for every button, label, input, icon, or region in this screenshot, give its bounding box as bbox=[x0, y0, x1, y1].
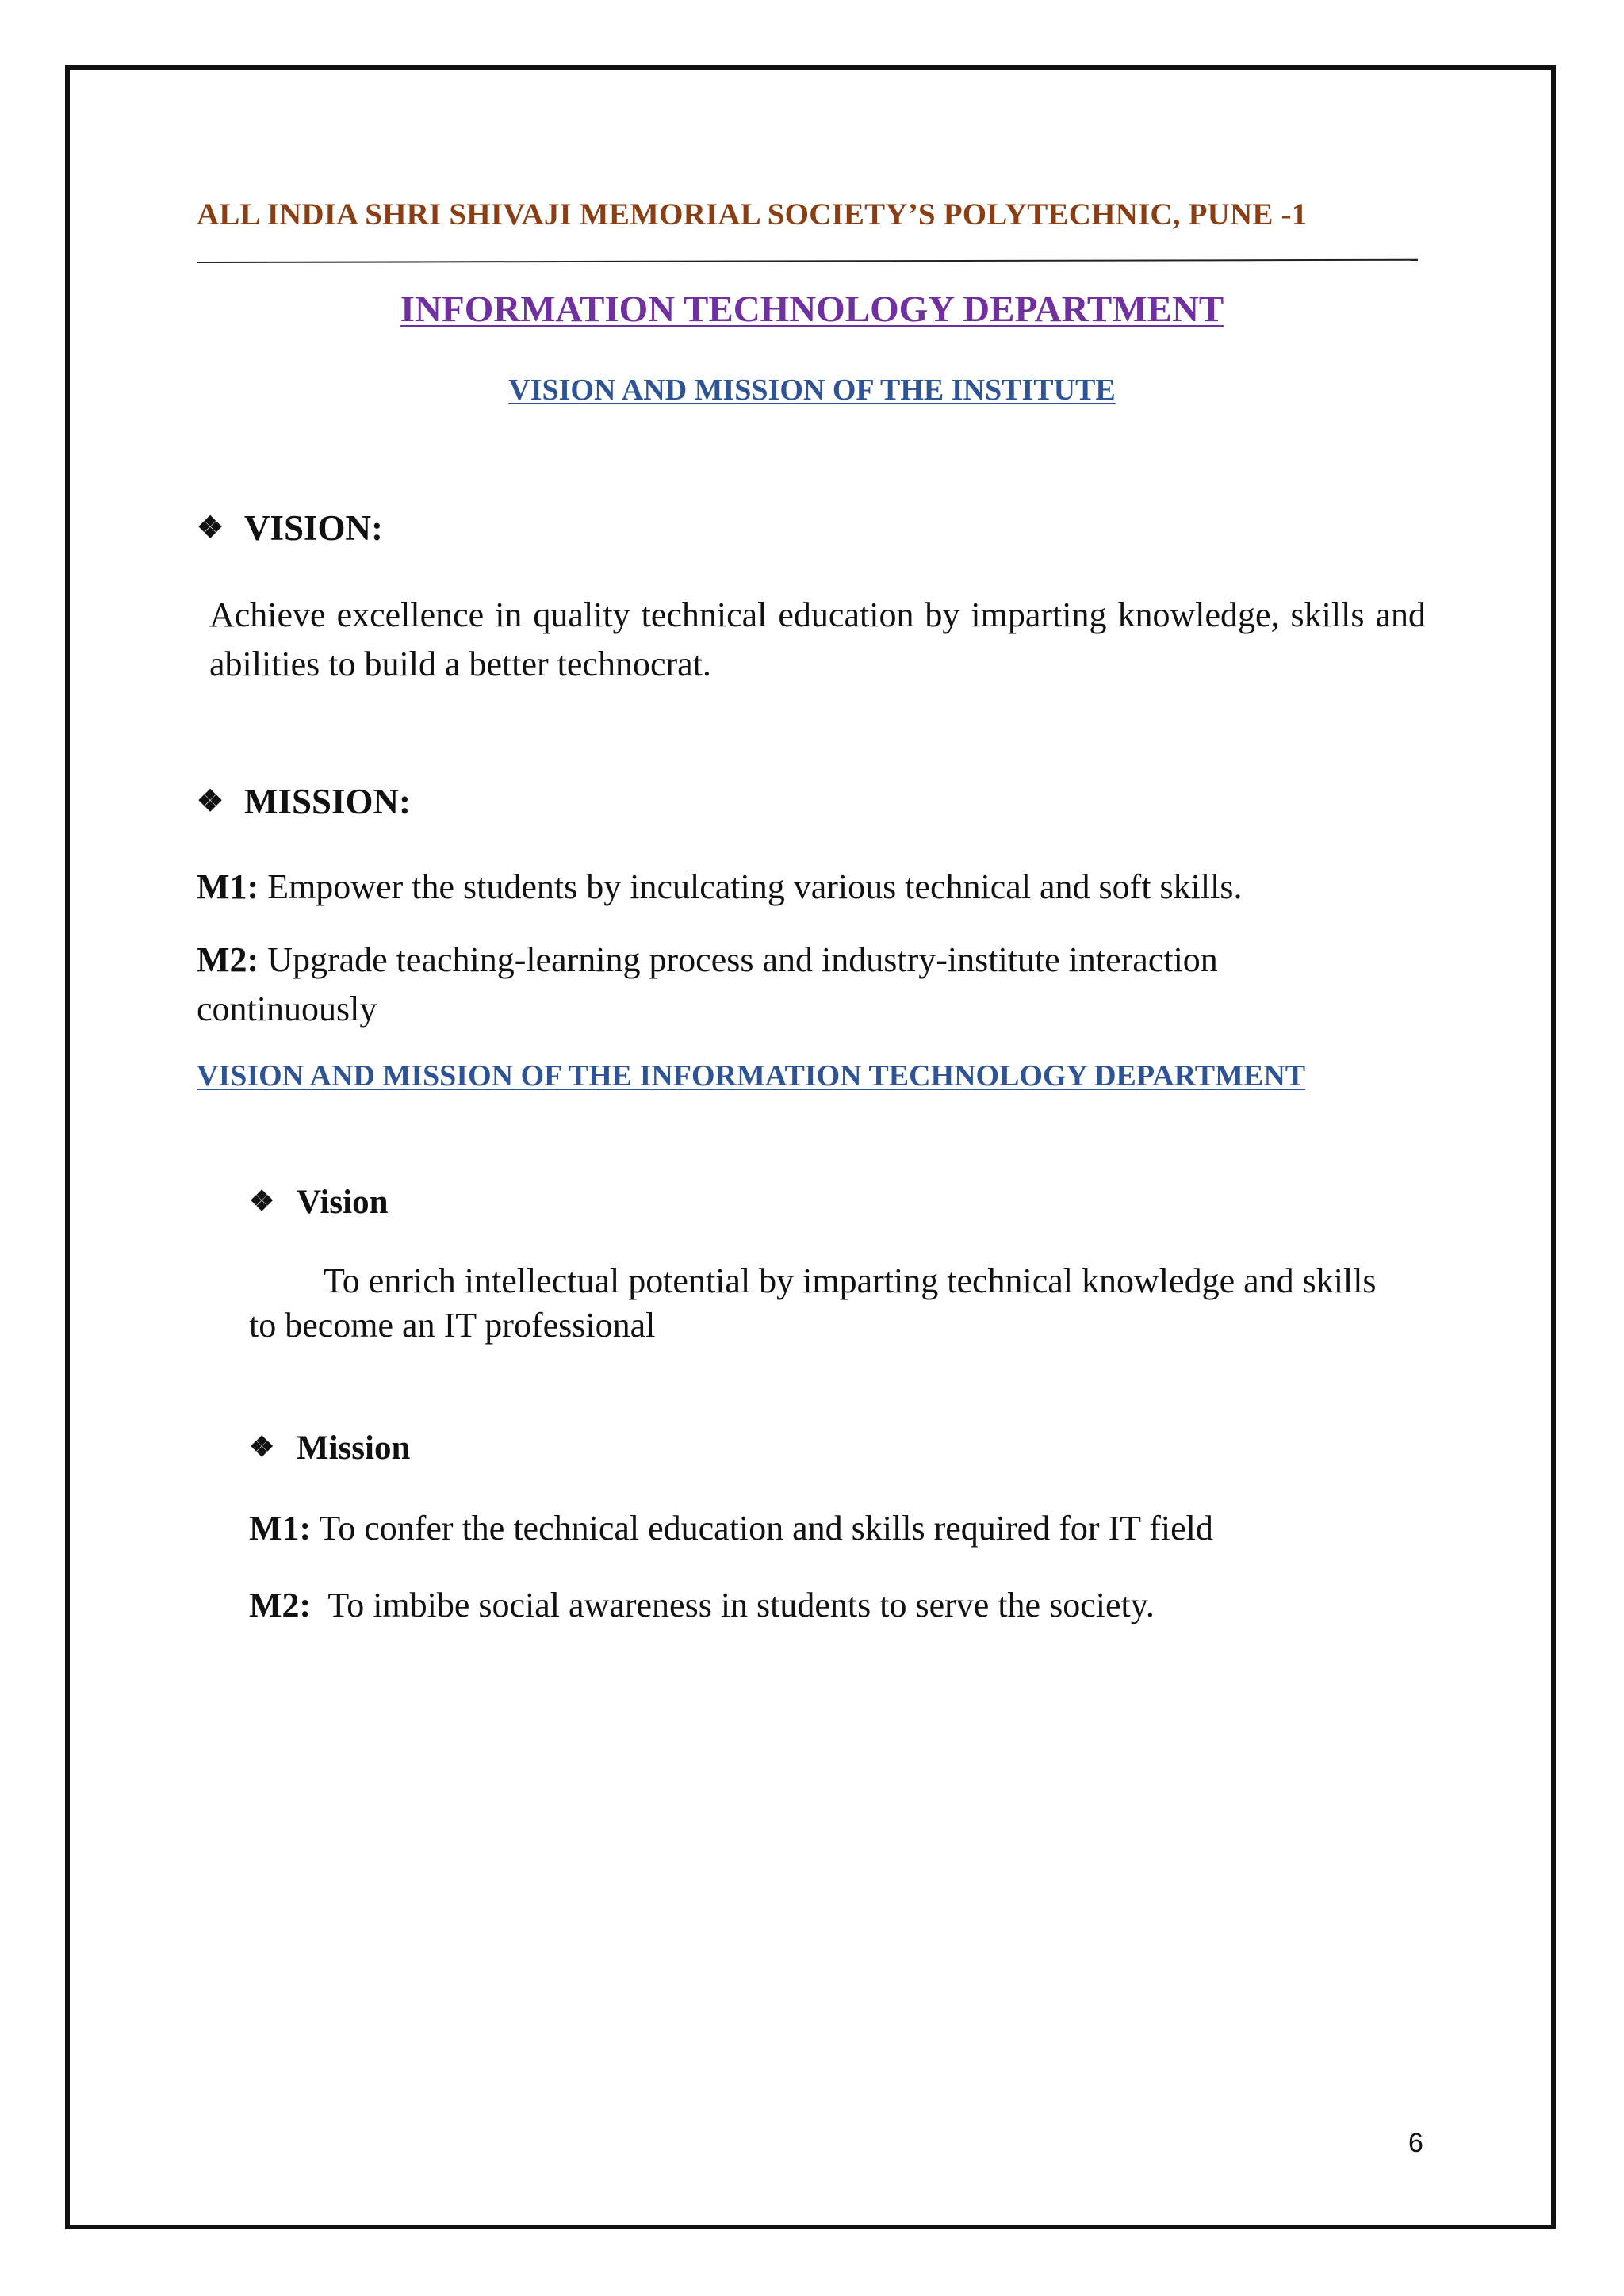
institute-mission-m1 bbox=[197, 863, 1242, 912]
diamond-bullet-icon: ❖ bbox=[249, 1185, 275, 1217]
institute-mission-heading bbox=[197, 781, 411, 822]
institute-name: ALL INDIA SHRI SHIVAJI MEMORIAL SOCIETY’S POLYTECHNIC, PUNE -1 bbox=[197, 197, 1308, 232]
mission-text: Empower the students by inculcating various technical and soft skills. bbox=[267, 867, 1243, 906]
department-vision-heading bbox=[249, 1183, 389, 1222]
department-vision-mission-heading: VISION AND MISSION OF THE INFORMATION TECHNOLOGY DEPARTMENT bbox=[197, 1059, 1306, 1093]
institute-vision-heading bbox=[197, 507, 383, 549]
mission-text: To confer the technical education and skills required for IT field bbox=[319, 1509, 1213, 1548]
page-number: 6 bbox=[1408, 2128, 1423, 2158]
mission-label: M2: bbox=[249, 1586, 312, 1624]
vision-heading-label: VISION: bbox=[244, 508, 384, 548]
department-mission-m1 bbox=[249, 1504, 1213, 1553]
institute-mission-m2 bbox=[197, 936, 1218, 985]
department-title: INFORMATION TECHNOLOGY DEPARTMENT bbox=[400, 289, 1224, 330]
mission-text: Upgrade teaching-learning process and industry-institute interaction bbox=[267, 940, 1218, 979]
mission-label: M2: bbox=[197, 940, 259, 979]
mission-label: M1: bbox=[197, 867, 259, 906]
mission-text: To imbibe social awareness in students to serve the society. bbox=[320, 1586, 1155, 1624]
department-vision-text-line2: to become an IT professional bbox=[249, 1306, 656, 1345]
institute-mission-m2-continuation: continuously bbox=[197, 989, 377, 1028]
mission-heading-label: MISSION: bbox=[244, 782, 412, 821]
department-vision-text-line1: To enrich intellectual potential by imparting technical knowledge and skills bbox=[324, 1261, 1377, 1300]
mission-heading-label: Mission bbox=[297, 1429, 411, 1467]
vision-heading-label: Vision bbox=[297, 1184, 389, 1221]
diamond-bullet-icon: ❖ bbox=[197, 511, 224, 545]
diamond-bullet-icon: ❖ bbox=[197, 785, 224, 818]
mission-label: M1: bbox=[249, 1509, 312, 1548]
institute-vision-text: Achieve excellence in quality technical education by imparting knowledge, skills and abilities to build a better technocrat. bbox=[209, 595, 1426, 683]
department-mission-m2 bbox=[249, 1581, 1155, 1630]
institute-vision-mission-heading: VISION AND MISSION OF THE INSTITUTE bbox=[508, 373, 1116, 407]
department-mission-heading bbox=[249, 1429, 410, 1468]
diamond-bullet-icon: ❖ bbox=[249, 1431, 275, 1463]
